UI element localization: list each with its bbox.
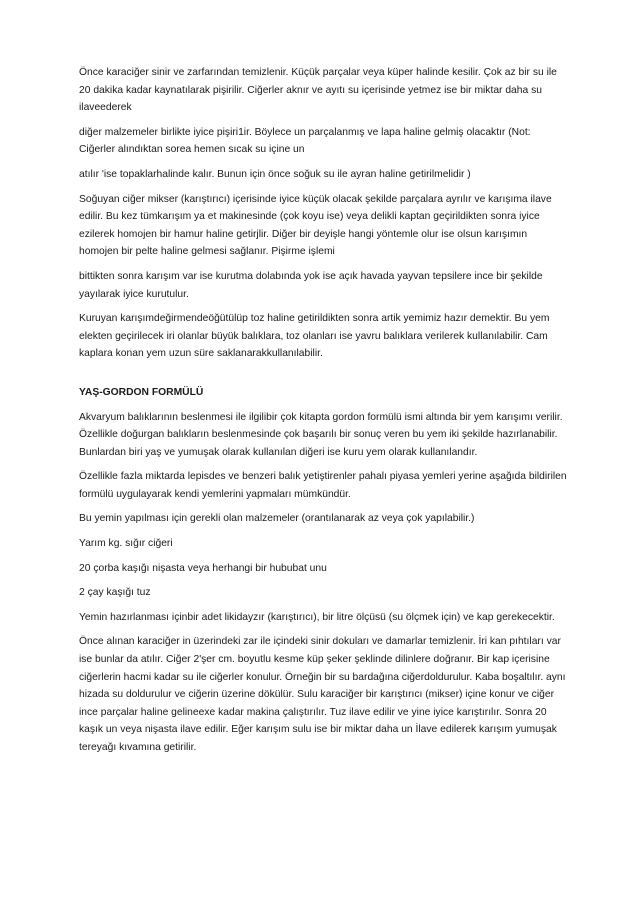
paragraph: Akvaryum balıklarının beslenmesi ile ilgilibir çok kitapta gordon formülü ismi altında bir yem karışımı verilir. Özellikle doğurgan balıkların beslenmesinde çok başarılı bir sonuç veren bu yem iki şekilde hazırlanabilir. Bunlardan biri yaş ve yumuşak olarak kullanılan diğeri ise kuru yem olarak kullanılandır. (79, 411, 563, 458)
paragraph: bittikten sonra karışım var ise kurutma dolabında yok ise açık havada yayvan tepsilere ince bir şekilde yayılarak iyice kurutulur. (79, 270, 543, 300)
ingredient-item: Yarım kg. sığır ciğeri (79, 538, 173, 550)
section-heading: YAŞ-GORDON FORMÜLÜ (79, 386, 204, 398)
paragraph: Önce alınan karaciğer in üzerindeki zar ile içindeki sinir dokuları ve damarlar temizlenir. İri kan pıhtıları var ise bunlar da atılır. Ciğer 2'şer cm. boyutlu kesme küp şeker şeklinde dilinlere doğranır. Bir kap içerisine ciğerlerin hacmi kadar su ile ciğerler konulur. Örneğin bir su bardağına ciğerdoldurulur. Kaba boşaltılır. aynı hizada su doldurulur ve ciğerin üzerine dökülür. Sulu karaciğer bir karıştırıcı (mikser) içine konur ve ciğer ince parçalar haline gelineexe kadar makina çalıştırılır. Tuz ilave edilir ve yine iyice karıştırılır. Sonra 20 kaşık un veya nişasta ilave edilir. Eğer karışım sulu ise bir miktar daha un İlave edilerek karışım yumuşak tereyağı kıvamına getirilir. (79, 636, 566, 753)
paragraph: Önce karaciğer sinir ve zarfarından temizlenir. Küçük parçalar veya küper halinde kesilir. Çok az bir su ile 20 dakika kadar kaynatılarak pişirilir. Ciğerler aknır ve ayıtı su içerisinde yetmez ise bir miktar daha su ilaveederek (79, 67, 557, 114)
paragraph: diğer malzemeler birlikte iyice pişiri1ir. Böylece un parçalanmış ve lapa haline gelmiş olacaktır (Not: Ciğerler alındıktan sorea hemen sıcak su içine un (79, 126, 531, 156)
paragraph: atılır 'ise topaklarhalinde kalır. Bunun için önce soğuk su ile ayran haline getirilmelidir ) (79, 168, 471, 180)
paragraph: Bu yemin yapılması için gerekli olan malzemeler (orantılanarak az veya çok yapılabilir.) (79, 513, 475, 525)
paragraph: Soğuyan ciğer mikser (karıştırıcı) içerisinde iyice küçük olacak şekilde parçalara ayrılır ve karışıma ilave edilir. Bu kez tümkarışım ya et makinesinde (çok koyu ise) veya delikli kaptan geçirildikten sonra iyice ezilerek homojen bir hamur haline getirjlir. Diğer bir deyişle hangi yöntemle olur ise olsun karışımın homojen bir pelte haline gelmesi sağlanır. Pişirme işlemi (79, 193, 552, 258)
paragraph: Kuruyan karışımdeğirmendeöğütülüp toz haline getirildikten sonra artik yemimiz hazır demektir. Bu yem elekten geçirilecek iri olanlar büyük balıklara, toz olanları ise yavru balıklara verilerek kullanılabilir. Cam kaplara konan yem uzun süre saklanarakkullanılabilir. (79, 313, 550, 360)
document-page (79, 64, 569, 764)
ingredient-item: 2 çay kaşığı tuz (79, 587, 151, 599)
paragraph: Yemin hazırlanması içinbir adet likidayzır (karıştırıcı), bir litre ölçüsü (su ölçmek için) ve kap gerekecektir. (79, 611, 555, 623)
paragraph: Özellikle fazla miktarda lepisdes ve benzeri balık yetiştirenler pahalı piyasa yemleri yerine aşağıda bildirilen formülü uygulayarak kendi yemlerini yapmaları mümkündür. (79, 471, 567, 500)
ingredient-item: 20 çorba kaşığı nişasta veya herhangi bir hububat unu (79, 562, 327, 574)
